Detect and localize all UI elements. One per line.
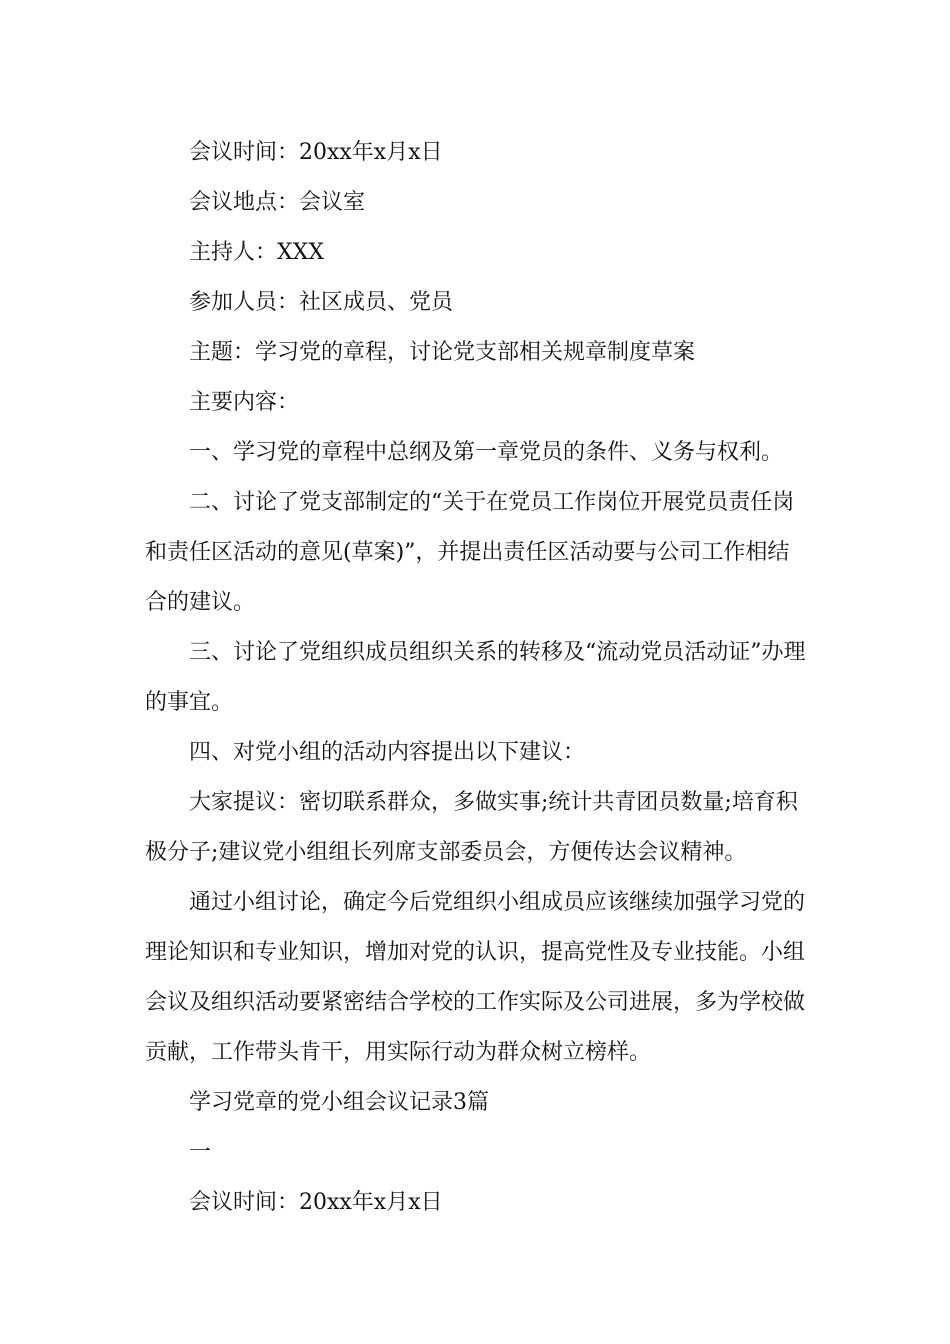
paragraph-conclusion: 通过小组讨论，确定今后党组织小组成员应该继续加强学习党的理论知识和专业知识，增加对党的认识，提高党性及专业技能。小组会议及组织活动要紧密结合学校的工作实际及公司进展，多为学校做贡献，工作带头肯干，用实际行动为群众树立榜样。 bbox=[145, 890, 806, 1065]
paragraph-meeting-time-repeat: 会议时间：20xx年x月x日 bbox=[189, 1190, 443, 1215]
paragraph-section-title: 学习党章的党小组会议记录3篇 bbox=[189, 1090, 489, 1115]
paragraph-suggestions: 大家提议：密切联系群众，多做实事;统计共青团员数量;培育积极分子;建议党小组组长列席支部委员会，方便传达会议精神。 bbox=[145, 790, 798, 865]
document-body bbox=[145, 128, 810, 1228]
paragraph-host: 主持人：XXX bbox=[189, 240, 324, 265]
paragraph-meeting-time: 会议时间：20xx年x月x日 bbox=[189, 140, 443, 165]
paragraph-section-number: 一 bbox=[189, 1140, 212, 1165]
paragraph-item-two: 二、讨论了党支部制定的“关于在党员工作岗位开展党员责任岗和责任区活动的意见(草案)”，并提出责任区活动要与公司工作相结合的建议。 bbox=[145, 490, 795, 615]
paragraph-item-one: 一、学习党的章程中总纲及第一章党员的条件、义务与权利。 bbox=[189, 440, 784, 465]
paragraph-topic: 主题：学习党的章程，讨论党支部相关规章制度草案 bbox=[189, 340, 696, 365]
paragraph-main-content-heading: 主要内容： bbox=[189, 390, 300, 415]
paragraph-item-three: 三、讨论了党组织成员组织关系的转移及“流动党员活动证”办理的事宜。 bbox=[145, 640, 806, 715]
paragraph-attendees: 参加人员：社区成员、党员 bbox=[189, 290, 454, 315]
paragraph-meeting-place: 会议地点：会议室 bbox=[189, 190, 366, 215]
paragraph-item-four: 四、对党小组的活动内容提出以下建议： bbox=[189, 740, 586, 765]
